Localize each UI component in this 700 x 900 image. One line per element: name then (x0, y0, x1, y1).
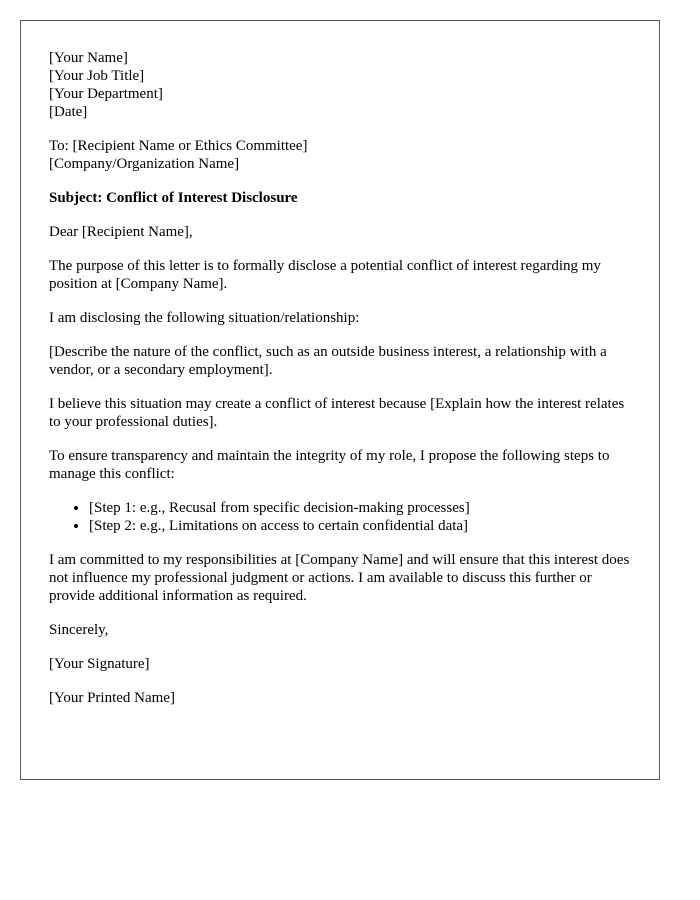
steps-list (49, 499, 631, 535)
sender-block (49, 49, 631, 121)
recipient-to: To: [Recipient Name or Ethics Committee] (49, 138, 308, 154)
recipient-company: [Company/Organization Name] (49, 156, 240, 172)
paragraph-believe: I believe this situation may create a conflict of interest because [Explain how the interest relates to your professional duties]. (49, 396, 625, 430)
recipient-block (49, 137, 631, 173)
step-item: • [Step 2: e.g., Limitations on access to certain confidential data] (89, 517, 631, 535)
printed-name: [Your Printed Name] (49, 690, 175, 706)
letter-date: [Date] (49, 104, 88, 120)
paragraph-committed: I am committed to my responsibilities at [Company Name] and will ensure that this interest does not influence my professional judgment or actions. I am available to discuss this further or provide additional information as required. (49, 552, 630, 604)
subject-line: Subject: Conflict of Interest Disclosure (49, 190, 298, 206)
paragraph-describe: [Describe the nature of the conflict, such as an outside business interest, a relationship with a vendor, or a secondary employment]. (49, 344, 607, 378)
letter-document (20, 20, 660, 780)
signature: [Your Signature] (49, 656, 150, 672)
paragraph-purpose: The purpose of this letter is to formally disclose a potential conflict of interest regarding my position at [Company Name]. (49, 258, 601, 292)
paragraph-transparency: To ensure transparency and maintain the integrity of my role, I propose the following steps to manage this conflict: (49, 448, 610, 482)
paragraph-disclosing: I am disclosing the following situation/relationship: (49, 310, 360, 326)
salutation: Dear [Recipient Name], (49, 224, 193, 240)
sender-name: [Your Name] (49, 50, 128, 66)
closing: Sincerely, (49, 622, 109, 638)
step-item: • [Step 1: e.g., Recusal from specific decision-making processes] (89, 499, 631, 517)
sender-job-title: [Your Job Title] (49, 68, 145, 84)
sender-department: [Your Department] (49, 86, 163, 102)
